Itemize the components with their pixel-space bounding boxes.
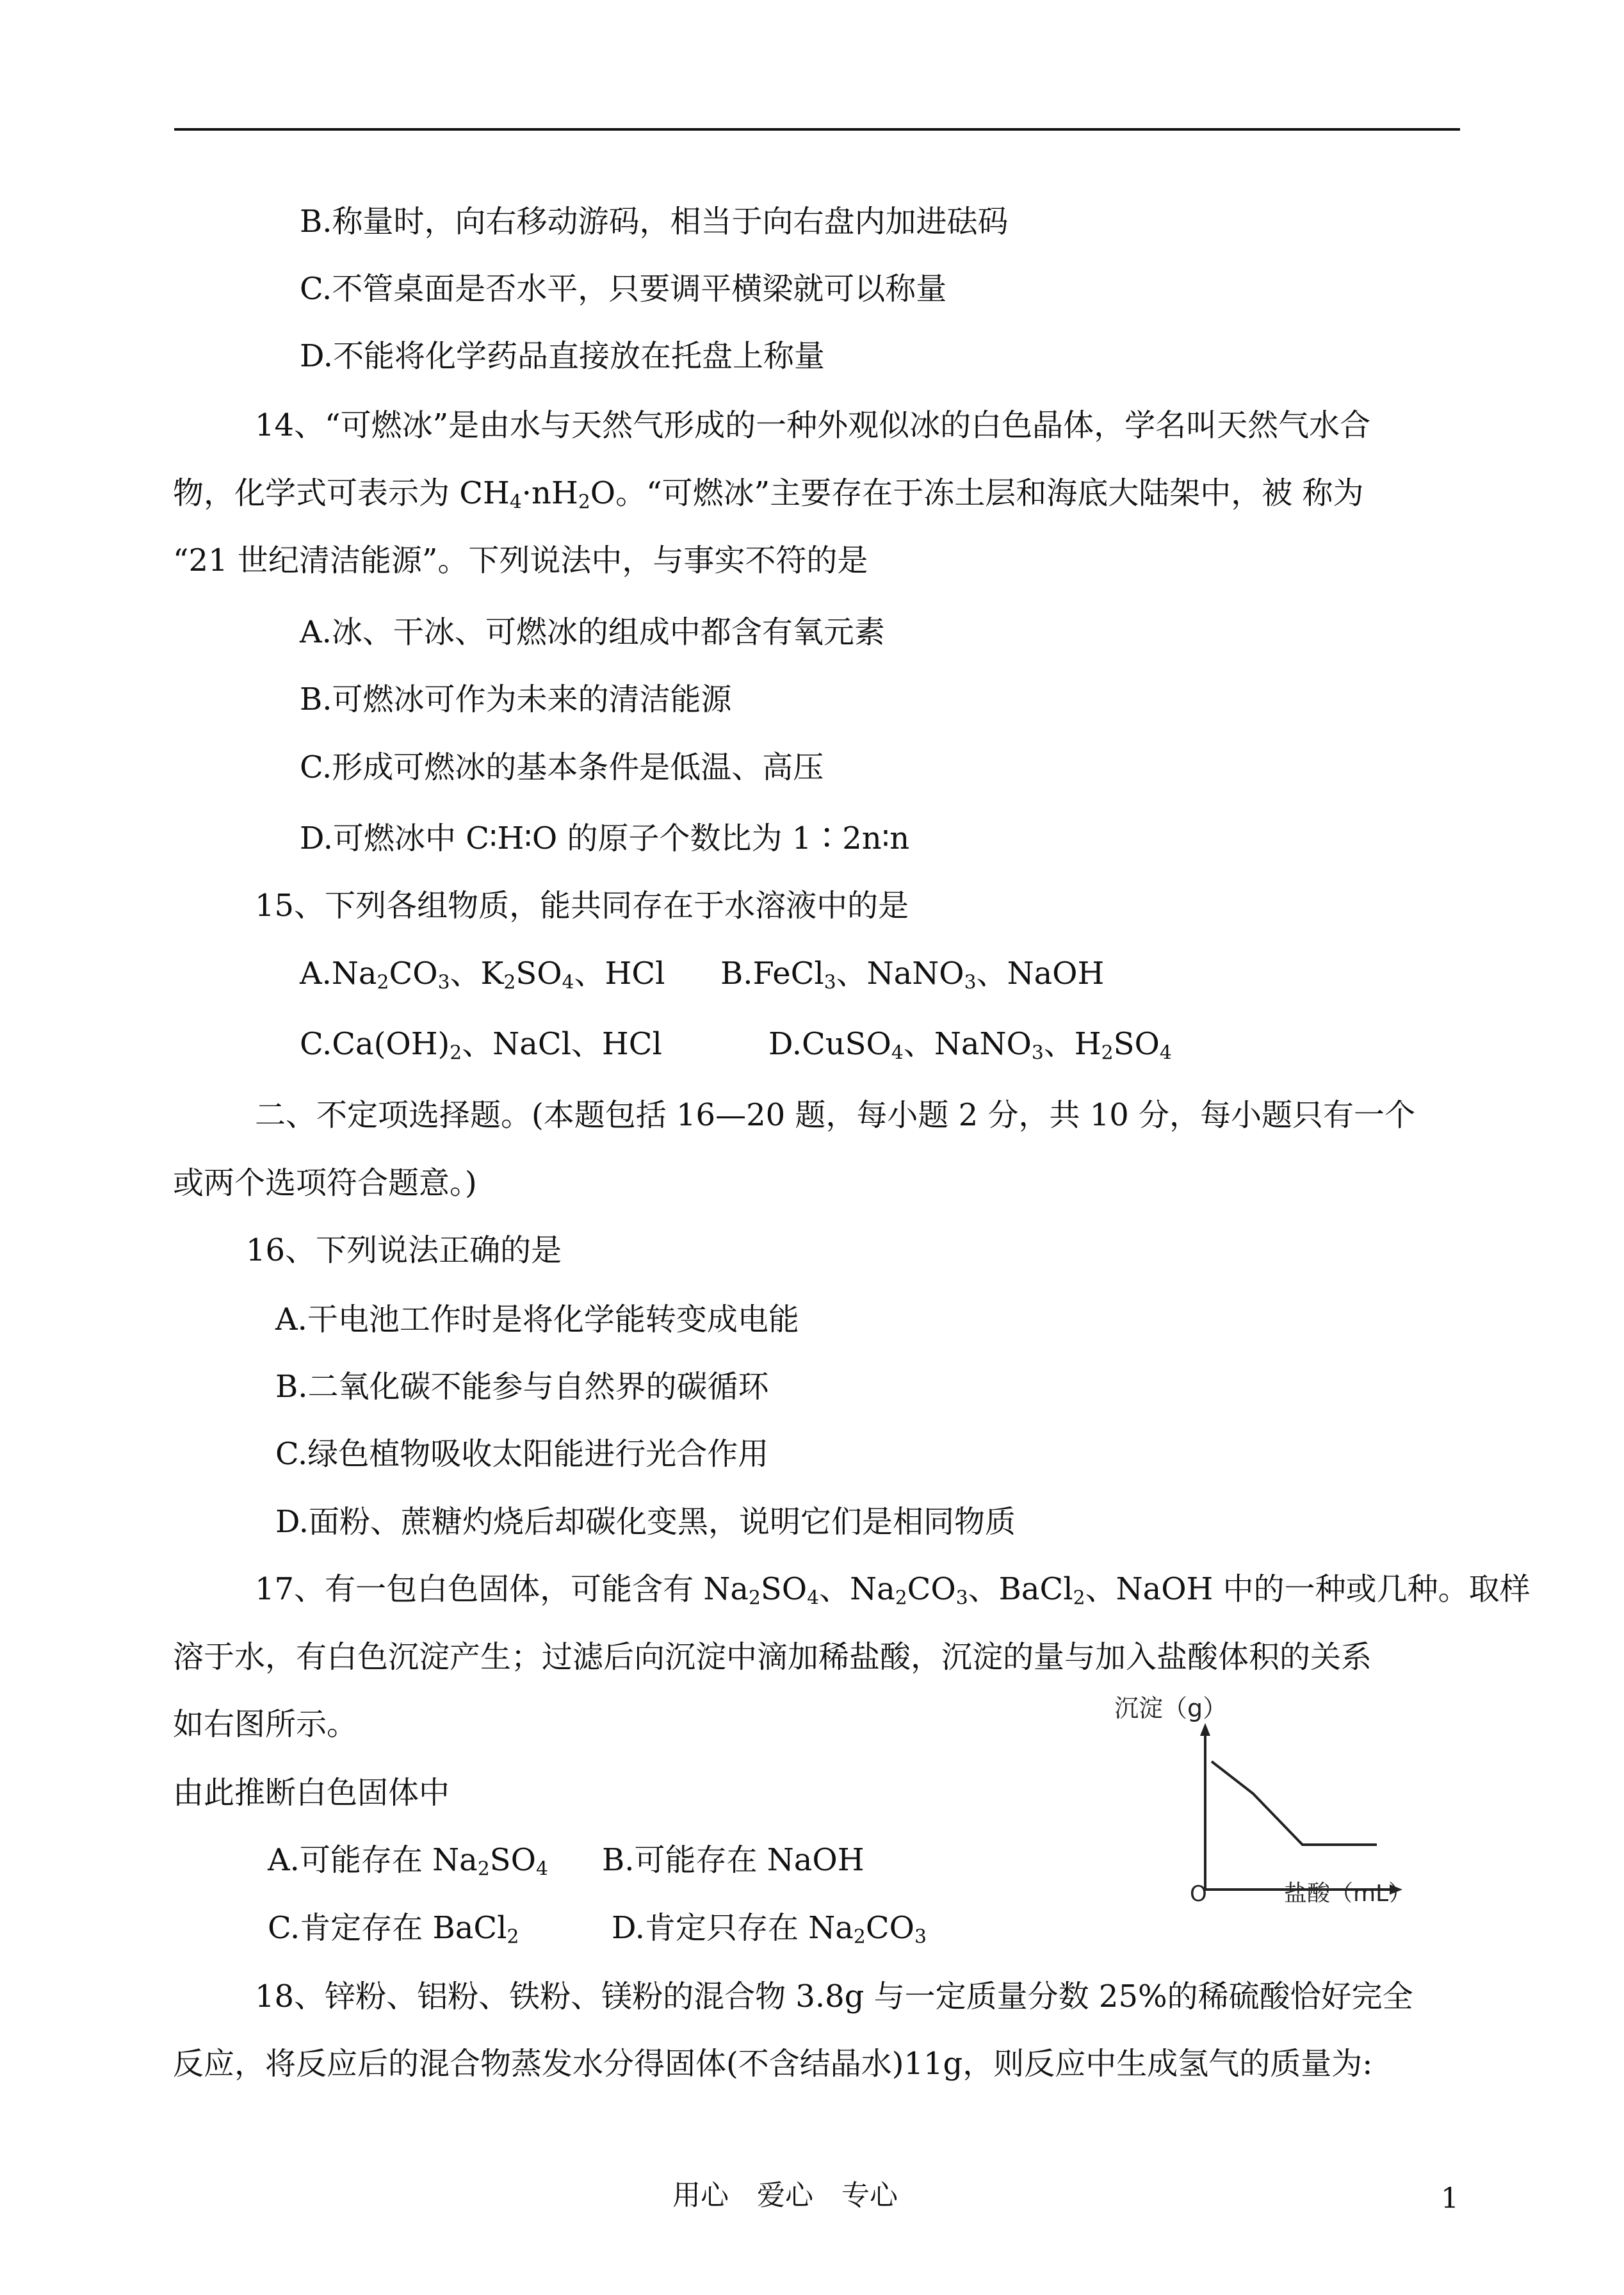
q17-option-d: D.肯定只存在 $Na_2CO_3$ bbox=[612, 1910, 927, 1948]
section2-heading-line2: 或两个选项符合题意。) bbox=[173, 1165, 477, 1201]
q17-stem-line2: 溶于水，有白色沉淀产生；过滤后向沉淀中滴加稀盐酸，沉淀的量与加入盐酸体积的关系 bbox=[173, 1639, 1372, 1675]
chart-origin-label: O bbox=[1190, 1881, 1207, 1902]
q14-option-a: A.冰、干冰、可燃冰的组成中都含有氧元素 bbox=[300, 614, 885, 650]
q18-stem-line1: 18、锌粉、铝粉、铁粉、镁粉的混合物 3.8g 与一定质量分数 25%的稀硫酸恰好完全 bbox=[255, 1979, 1413, 2014]
q17-stem-line4: 由此推断白色固体中 bbox=[173, 1775, 450, 1811]
page-footer-motto: 用心 爱心 专心 bbox=[672, 2179, 898, 2212]
chart-series-line bbox=[1212, 1761, 1377, 1845]
page-number: 1 bbox=[1441, 2182, 1459, 2215]
q14-stem-line2: 物，化学式可表示为 $CH_4\cdot nH_2O$。“可燃冰”主要存在于冻土层和海底大陆架中，被 称为 bbox=[173, 475, 1364, 514]
q15-stem: 15、下列各组物质，能共同存在于水溶液中的是 bbox=[255, 888, 909, 924]
q17-option-c: C.肯定存在 BaCl$_2$ bbox=[268, 1910, 519, 1948]
q18-stem-line2: 反应，将反应后的混合物蒸发水分得固体(不含结晶水)11g，则反应中生成氢气的质量为: bbox=[173, 2046, 1373, 2082]
q17-option-b: B.可能存在 NaOH bbox=[602, 1842, 865, 1878]
q14-stem-line1: 14、“可燃冰”是由水与天然气形成的一种外观似冰的白色晶体，学名叫天然气水合 bbox=[255, 407, 1371, 443]
q15-option-a: $A.Na_2CO_3$、$K_2SO_4$、HCl bbox=[300, 956, 665, 994]
chart-xlabel: 盐酸（mL） bbox=[1284, 1881, 1412, 1902]
q16-option-a: A.干电池工作时是将化学能转变成电能 bbox=[275, 1302, 799, 1337]
q14-option-b: B.可燃冰可作为未来的清洁能源 bbox=[300, 682, 732, 717]
q16-stem: 16、下列说法正确的是 bbox=[246, 1232, 562, 1268]
q16-option-b: B.二氧化碳不能参与自然界的碳循环 bbox=[275, 1369, 769, 1405]
chart-ylabel: 沉淀（g） bbox=[1114, 1694, 1228, 1722]
section2-heading-line1: 二、不定项选择题。(本题包括 16—20 题，每小题 2 分，共 10 分，每小题只有一个 bbox=[255, 1097, 1416, 1133]
chart-y-arrow bbox=[1200, 1723, 1210, 1736]
q15-option-d: D.CuSO$_4$、NaNO$_3$、$H_2SO_4$ bbox=[768, 1026, 1172, 1065]
q13-option-d: D.不能将化学药品直接放在托盘上称量 bbox=[300, 338, 825, 374]
q13-option-b: B.称量时，向右移动游码，相当于向右盘内加进砝码 bbox=[300, 204, 1009, 240]
q16-option-d: D.面粉、蔗糖灼烧后却碳化变黑，说明它们是相同物质 bbox=[275, 1504, 1016, 1540]
q15-option-b: B.FeCl$_3$、NaNO$_3$、NaOH bbox=[720, 956, 1105, 994]
q16-option-c: C.绿色植物吸收太阳能进行光合作用 bbox=[275, 1436, 769, 1472]
q17-option-a: A.可能存在 $Na_2SO_4$ bbox=[268, 1842, 548, 1881]
precipitate-chart bbox=[1114, 1691, 1434, 1902]
q17-stem-line1: 17、有一包白色固体，可能含有 $Na_2SO_4$、$Na_2CO_3$、BaCl$_2$、NaOH 中的一种或几种。取样 bbox=[255, 1571, 1531, 1610]
q14-stem-line3: “21 世纪清洁能源”。下列说法中，与事实不符的是 bbox=[173, 543, 868, 578]
header-rule bbox=[174, 128, 1460, 131]
q15-option-c: $C.Ca(OH)_2$、NaCl、HCl bbox=[300, 1026, 662, 1065]
q17-stem-line3: 如右图所示。 bbox=[173, 1706, 358, 1742]
q13-option-c: C.不管桌面是否水平，只要调平横梁就可以称量 bbox=[300, 271, 947, 307]
q14-option-c: C.形成可燃冰的基本条件是低温、高压 bbox=[300, 749, 824, 785]
q14-option-d: D.可燃冰中 C∶H∶O 的原子个数比为 1∶2n∶n bbox=[300, 821, 910, 856]
